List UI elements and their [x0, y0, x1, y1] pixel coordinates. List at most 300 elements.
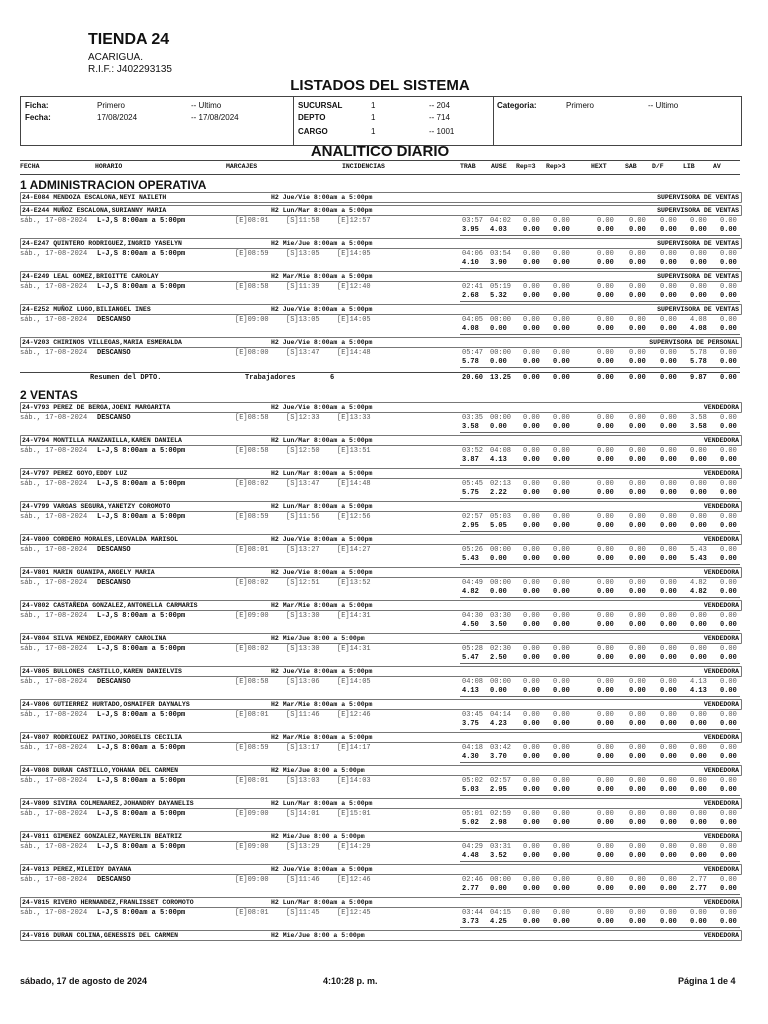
total-value: 0.00	[553, 292, 570, 300]
row-value: 02:57	[490, 777, 512, 785]
attendance-row	[20, 512, 745, 522]
row-schedule: L-J,S 8:00am a 5:00pm	[97, 909, 186, 917]
row-value: 0.00	[690, 480, 707, 488]
total-value: 0.00	[523, 852, 540, 860]
row-mark-2: [S]13:47	[286, 349, 320, 357]
total-value: 0.00	[660, 918, 677, 926]
total-value: 0.00	[660, 456, 677, 464]
row-value: 0.00	[690, 810, 707, 818]
row-date: sáb., 17-08-2024	[20, 480, 88, 488]
employee-shift: H2 Mie/Jue 8:00 a 5:00pm	[271, 833, 365, 840]
row-value: 0.00	[720, 843, 737, 851]
total-value: 0.00	[553, 358, 570, 366]
total-value: 0.00	[660, 852, 677, 860]
employee-role: VENDEDORA	[703, 470, 739, 477]
row-mark-2: [S]11:46	[286, 876, 320, 884]
employee-shift: H2 Lun/Mar 8:00am a 5:00pm	[271, 470, 373, 477]
row-value: 0.00	[597, 711, 614, 719]
total-value: 0.00	[720, 885, 737, 893]
total-value: 0.00	[660, 687, 677, 695]
employee-role: SUPERVISORA DE VENTAS	[657, 207, 739, 214]
employee-shift: H2 Mie/Jue 8:00am a 5:00pm	[271, 240, 373, 247]
row-value: 0.00	[690, 843, 707, 851]
row-value: 0.00	[523, 513, 540, 521]
row-value: 0.00	[629, 316, 646, 324]
employee-name: 24-E252 MUÑOZ LUGO,BILIANGEL INES	[22, 306, 151, 313]
total-value: 0.00	[523, 456, 540, 464]
row-value: 0.00	[597, 316, 614, 324]
row-value: 0.00	[720, 217, 737, 225]
total-value: 0.00	[553, 226, 570, 234]
row-value: 0.00	[690, 250, 707, 258]
row-value: 05:28	[462, 645, 484, 653]
total-value: 0.00	[597, 786, 614, 794]
row-value: 0.00	[660, 480, 677, 488]
row-schedule: DESCANSO	[97, 546, 131, 554]
row-mark-2: [S]13:05	[286, 316, 320, 324]
employee-name: 24-V800 CORDERO MORALES,LEOVALDA MARISOL	[22, 536, 179, 543]
total-value: 0.00	[690, 292, 707, 300]
row-date: sáb., 17-08-2024	[20, 579, 88, 587]
employee-shift: H2 Lun/Mar 8:00am a 5:00pm	[271, 207, 373, 214]
row-value: 0.00	[720, 579, 737, 587]
row-mark-3: [E]14:29	[337, 843, 371, 851]
employee-header	[20, 798, 742, 809]
footer-date: sábado, 17 de agosto de 2024	[20, 976, 148, 986]
row-value: 0.00	[690, 447, 707, 455]
employee-name: 24-V807 RODRIGUEZ PATINO,JORGELIS CECILIA	[22, 734, 182, 741]
total-value: 3.95	[462, 226, 479, 234]
row-value: 0.00	[629, 283, 646, 291]
row-schedule: L-J,S 8:00am a 5:00pm	[97, 447, 186, 455]
total-value: 0.00	[523, 489, 540, 497]
row-value: 03:30	[490, 612, 512, 620]
row-mark-3: [E]13:52	[337, 579, 371, 587]
attendance-row	[20, 282, 745, 292]
summary-value: 13.25	[490, 374, 512, 382]
row-value: 0.00	[597, 513, 614, 521]
row-mark-1: [E]09:00	[235, 876, 269, 884]
total-value: 0.00	[629, 588, 646, 596]
col-hext: HEXT	[591, 163, 607, 170]
total-value: 0.00	[629, 259, 646, 267]
row-mark-2: [S]13:06	[286, 678, 320, 686]
total-value: 3.75	[462, 720, 479, 728]
row-value: 0.00	[660, 678, 677, 686]
employee-shift: H2 Lun/Mar 8:00am a 5:00pm	[271, 899, 373, 906]
employee-totals	[460, 621, 740, 631]
row-value: 0.00	[720, 678, 737, 686]
row-value: 04:49	[462, 579, 484, 587]
row-value: 0.00	[523, 711, 540, 719]
total-value: 0.00	[629, 852, 646, 860]
row-value: 0.00	[660, 579, 677, 587]
row-value: 0.00	[597, 843, 614, 851]
row-value: 0.00	[690, 217, 707, 225]
categoria-label: Categoria:	[497, 101, 537, 110]
row-value: 0.00	[553, 250, 570, 258]
total-value: 0.00	[597, 918, 614, 926]
total-value: 0.00	[720, 358, 737, 366]
attendance-row	[20, 348, 745, 358]
total-value: 5.03	[462, 786, 479, 794]
row-value: 0.00	[629, 414, 646, 422]
row-date: sáb., 17-08-2024	[20, 843, 88, 851]
total-value: 0.00	[523, 522, 540, 530]
row-value: 00:00	[490, 876, 512, 884]
employee-name: 24-V811 GIMENEZ GONZALEZ,MAYERLIN BEATRIZ	[22, 833, 182, 840]
total-value: 0.00	[720, 489, 737, 497]
row-value: 0.00	[629, 909, 646, 917]
row-mark-3: [E]12:45	[337, 909, 371, 917]
row-value: 3.58	[690, 414, 707, 422]
employee-header	[20, 666, 742, 677]
row-mark-1: [E]08:58	[235, 283, 269, 291]
row-value: 0.00	[553, 876, 570, 884]
employee-shift: H2 Jue/Vie 8:00am a 5:00pm	[271, 569, 373, 576]
total-value: 0.00	[660, 489, 677, 497]
col-trab: TRAB	[460, 163, 476, 170]
row-mark-1: [E]08:58	[235, 447, 269, 455]
row-value: 0.00	[629, 645, 646, 653]
total-value: 0.00	[523, 226, 540, 234]
employee-role: VENDEDORA	[703, 635, 739, 642]
employee-role: SUPERVISORA DE PERSONAL	[649, 339, 739, 346]
total-value: 0.00	[660, 786, 677, 794]
ficha-last: -- Ultimo	[191, 101, 222, 110]
total-value: 0.00	[720, 687, 737, 695]
row-value: 0.00	[660, 843, 677, 851]
total-value: 2.95	[490, 786, 507, 794]
total-value: 3.87	[462, 456, 479, 464]
row-value: 02:30	[490, 645, 512, 653]
attendance-row	[20, 216, 745, 226]
row-value: 0.00	[523, 777, 540, 785]
total-value: 5.75	[462, 489, 479, 497]
total-value: 0.00	[553, 423, 570, 431]
row-value: 0.00	[523, 744, 540, 752]
total-value: 5.43	[462, 555, 479, 563]
row-value: 2.77	[690, 876, 707, 884]
total-value: 0.00	[690, 786, 707, 794]
employee-shift: H2 Mar/Mie 8:00am a 5:00pm	[271, 602, 373, 609]
row-value: 0.00	[523, 810, 540, 818]
row-schedule: DESCANSO	[97, 678, 131, 686]
fecha-to: -- 17/08/2024	[191, 113, 239, 122]
employee-shift: H2 Jue/Vie 8:00am a 5:00pm	[271, 339, 373, 346]
total-value: 0.00	[690, 489, 707, 497]
attendance-row	[20, 743, 745, 753]
employee-name: 24-V805 BULLONES CASTILLO,KAREN DANIELVIS	[22, 668, 182, 675]
total-value: 0.00	[690, 852, 707, 860]
employee-totals	[460, 753, 740, 763]
store-city: ACARIGUA.	[88, 52, 144, 63]
row-value: 0.00	[629, 579, 646, 587]
row-value: 0.00	[523, 876, 540, 884]
total-value: 0.00	[553, 918, 570, 926]
attendance-row	[20, 611, 745, 621]
total-value: 4.10	[462, 259, 479, 267]
total-value: 0.00	[629, 325, 646, 333]
row-value: 0.00	[660, 546, 677, 554]
attendance-row	[20, 875, 745, 885]
total-value: 0.00	[629, 489, 646, 497]
total-value: 0.00	[597, 687, 614, 695]
total-value: 3.52	[490, 852, 507, 860]
total-value: 4.13	[690, 687, 707, 695]
total-value: 0.00	[490, 423, 507, 431]
row-value: 03:57	[462, 217, 484, 225]
employee-name: 24-V797 PEREZ GOYO,EDDY LUZ	[22, 470, 128, 477]
employee-header	[20, 732, 742, 743]
row-value: 0.00	[720, 612, 737, 620]
employee-name: 24-V793 PEREZ DE BERGA,JOENI MARGARITA	[22, 404, 171, 411]
row-value: 0.00	[553, 579, 570, 587]
attendance-row	[20, 677, 745, 687]
total-value: 0.00	[523, 621, 540, 629]
row-value: 0.00	[720, 645, 737, 653]
row-value: 0.00	[720, 283, 737, 291]
employee-name: 24-E084 MENDOZA ESCALONA,NEYI NAILETH	[22, 194, 167, 201]
footer-page-number: Página 1 de 4	[678, 976, 736, 986]
row-value: 0.00	[629, 612, 646, 620]
row-value: 5.78	[690, 349, 707, 357]
attendance-row	[20, 249, 745, 259]
row-value: 0.00	[629, 546, 646, 554]
row-value: 0.00	[720, 447, 737, 455]
summary-value: 0.00	[720, 374, 737, 382]
row-date: sáb., 17-08-2024	[20, 744, 88, 752]
row-value: 0.00	[690, 777, 707, 785]
row-value: 02:13	[490, 480, 512, 488]
total-value: 0.00	[629, 654, 646, 662]
row-value: 0.00	[690, 612, 707, 620]
department-summary	[20, 372, 740, 383]
col-sab: SAB	[625, 163, 637, 170]
row-mark-1: [E]08:59	[235, 744, 269, 752]
total-value: 0.00	[597, 885, 614, 893]
total-value: 0.00	[629, 358, 646, 366]
row-mark-2: [S]13:17	[286, 744, 320, 752]
row-value: 0.00	[523, 843, 540, 851]
total-value: 0.00	[629, 786, 646, 794]
row-date: sáb., 17-08-2024	[20, 612, 88, 620]
row-value: 0.00	[660, 909, 677, 917]
total-value: 2.77	[462, 885, 479, 893]
row-value: 0.00	[523, 217, 540, 225]
total-value: 3.58	[462, 423, 479, 431]
row-value: 0.00	[690, 645, 707, 653]
total-value: 2.98	[490, 819, 507, 827]
row-value: 0.00	[660, 810, 677, 818]
row-date: sáb., 17-08-2024	[20, 810, 88, 818]
total-value: 2.22	[490, 489, 507, 497]
total-value: 0.00	[553, 720, 570, 728]
fecha-label: Fecha:	[25, 113, 51, 122]
total-value: 0.00	[660, 259, 677, 267]
employee-role: VENDEDORA	[703, 437, 739, 444]
attendance-row	[20, 413, 745, 423]
row-schedule: L-J,S 8:00am a 5:00pm	[97, 810, 186, 818]
row-value: 0.00	[720, 250, 737, 258]
total-value: 0.00	[690, 522, 707, 530]
total-value: 3.73	[462, 918, 479, 926]
row-value: 0.00	[629, 777, 646, 785]
total-value: 0.00	[523, 918, 540, 926]
employee-totals	[460, 325, 740, 335]
row-mark-1: [E]09:00	[235, 612, 269, 620]
total-value: 4.13	[462, 687, 479, 695]
row-value: 0.00	[720, 810, 737, 818]
row-value: 0.00	[553, 349, 570, 357]
fecha-from: 17/08/2024	[97, 113, 138, 122]
total-value: 0.00	[660, 522, 677, 530]
row-mark-1: [E]08:58	[235, 678, 269, 686]
row-value: 0.00	[629, 678, 646, 686]
row-value: 0.00	[629, 480, 646, 488]
row-value: 0.00	[523, 447, 540, 455]
attendance-row	[20, 908, 745, 918]
total-value: 0.00	[720, 852, 737, 860]
total-value: 0.00	[660, 588, 677, 596]
row-mark-2: [S]11:46	[286, 711, 320, 719]
employee-role: VENDEDORA	[703, 404, 739, 411]
employee-totals	[460, 358, 740, 368]
row-mark-1: [E]08:01	[235, 711, 269, 719]
row-value: 0.00	[523, 909, 540, 917]
total-value: 0.00	[690, 720, 707, 728]
row-mark-2: [S]13:27	[286, 546, 320, 554]
row-value: 5.43	[690, 546, 707, 554]
total-value: 0.00	[720, 621, 737, 629]
employee-shift: H2 Jue/Vie 8:00am a 5:00pm	[271, 194, 373, 201]
row-value: 04:18	[462, 744, 484, 752]
row-schedule: L-J,S 8:00am a 5:00pm	[97, 711, 186, 719]
row-value: 0.00	[553, 612, 570, 620]
total-value: 5.02	[462, 819, 479, 827]
total-value: 0.00	[597, 259, 614, 267]
store-name: TIENDA 24	[88, 31, 170, 48]
row-schedule: L-J,S 8:00am a 5:00pm	[97, 612, 186, 620]
total-value: 0.00	[660, 325, 677, 333]
employee-name: 24-V799 VARGAS SEGURA,YANETZY COROMOTO	[22, 503, 171, 510]
col-horario: HORARIO	[95, 163, 123, 170]
summary-value: 0.00	[553, 374, 570, 382]
employee-totals	[460, 456, 740, 466]
row-mark-1: [E]08:01	[235, 546, 269, 554]
depto-from: 1	[371, 113, 376, 122]
row-mark-3: [E]14:31	[337, 612, 371, 620]
total-value: 0.00	[523, 753, 540, 761]
row-schedule: DESCANSO	[97, 349, 131, 357]
total-value: 0.00	[553, 621, 570, 629]
employee-totals	[460, 786, 740, 796]
row-value: 0.00	[660, 711, 677, 719]
row-date: sáb., 17-08-2024	[20, 414, 88, 422]
employee-totals	[460, 819, 740, 829]
total-value: 0.00	[720, 918, 737, 926]
row-value: 02:57	[462, 513, 484, 521]
employee-role: VENDEDORA	[703, 866, 739, 873]
total-value: 0.00	[597, 753, 614, 761]
depto-to: -- 714	[429, 113, 450, 122]
employee-name: 24-E249 LEAL GOMEZ,BRIGITTE CAROLAY	[22, 273, 159, 280]
col-lib: LIB	[683, 163, 695, 170]
column-headers	[20, 160, 740, 175]
row-mark-3: [E]14:27	[337, 546, 371, 554]
employee-shift: H2 Jue/Vie 8:00am a 5:00pm	[271, 404, 373, 411]
employee-header	[20, 831, 742, 842]
total-value: 0.00	[523, 358, 540, 366]
row-mark-1: [E]08:01	[235, 777, 269, 785]
total-value: 0.00	[629, 456, 646, 464]
employee-totals	[460, 555, 740, 565]
row-value: 0.00	[523, 414, 540, 422]
total-value: 0.00	[597, 852, 614, 860]
employee-totals	[460, 885, 740, 895]
employee-role: VENDEDORA	[703, 701, 739, 708]
col-incidencias: INCIDENCIAS	[342, 163, 385, 170]
row-value: 0.00	[720, 711, 737, 719]
row-value: 0.00	[629, 217, 646, 225]
row-schedule: DESCANSO	[97, 579, 131, 587]
row-value: 04:06	[462, 250, 484, 258]
employee-shift: H2 Mar/Mie 8:00am a 5:00pm	[271, 701, 373, 708]
sucursal-label: SUCURSAL	[298, 101, 343, 110]
summary-workers-label: Trabajadores	[245, 374, 296, 382]
total-value: 0.00	[490, 555, 507, 563]
cargo-to: -- 1001	[429, 127, 455, 136]
row-value: 0.00	[629, 843, 646, 851]
row-value: 0.00	[690, 283, 707, 291]
total-value: 0.00	[597, 325, 614, 333]
employee-role: VENDEDORA	[703, 569, 739, 576]
row-value: 0.00	[597, 744, 614, 752]
row-value: 05:03	[490, 513, 512, 521]
row-mark-3: [E]14:48	[337, 480, 371, 488]
row-value: 0.00	[597, 645, 614, 653]
row-mark-2: [S]13:30	[286, 612, 320, 620]
row-value: 02:41	[462, 283, 484, 291]
row-mark-1: [E]08:58	[235, 414, 269, 422]
row-value: 0.00	[553, 414, 570, 422]
row-value: 00:00	[490, 546, 512, 554]
employee-header	[20, 930, 742, 941]
employee-header	[20, 192, 742, 203]
row-date: sáb., 17-08-2024	[20, 678, 88, 686]
row-value: 0.00	[690, 513, 707, 521]
employee-role: VENDEDORA	[703, 602, 739, 609]
total-value: 0.00	[597, 621, 614, 629]
employee-name: 24-V802 CASTAÑEDA GONZALEZ,ANTONELLA CARMARIS	[22, 602, 198, 609]
employee-totals	[460, 720, 740, 730]
row-mark-2: [S]11:58	[286, 217, 320, 225]
row-schedule: L-J,S 8:00am a 5:00pm	[97, 744, 186, 752]
employee-name: 24-V813 PEREZ,MILEIDY DAYANA	[22, 866, 132, 873]
attendance-row	[20, 446, 745, 456]
row-mark-1: [E]09:00	[235, 810, 269, 818]
employee-role: SUPERVISORA DE VENTAS	[657, 194, 739, 201]
total-value: 0.00	[523, 555, 540, 563]
total-value: 0.00	[629, 292, 646, 300]
row-mark-3: [E]14:31	[337, 645, 371, 653]
total-value: 0.00	[523, 654, 540, 662]
summary-label: Resumen del DPTO.	[90, 374, 162, 382]
employee-header	[20, 238, 742, 249]
row-mark-2: [S]13:29	[286, 843, 320, 851]
employee-totals	[460, 489, 740, 499]
row-value: 0.00	[720, 909, 737, 917]
